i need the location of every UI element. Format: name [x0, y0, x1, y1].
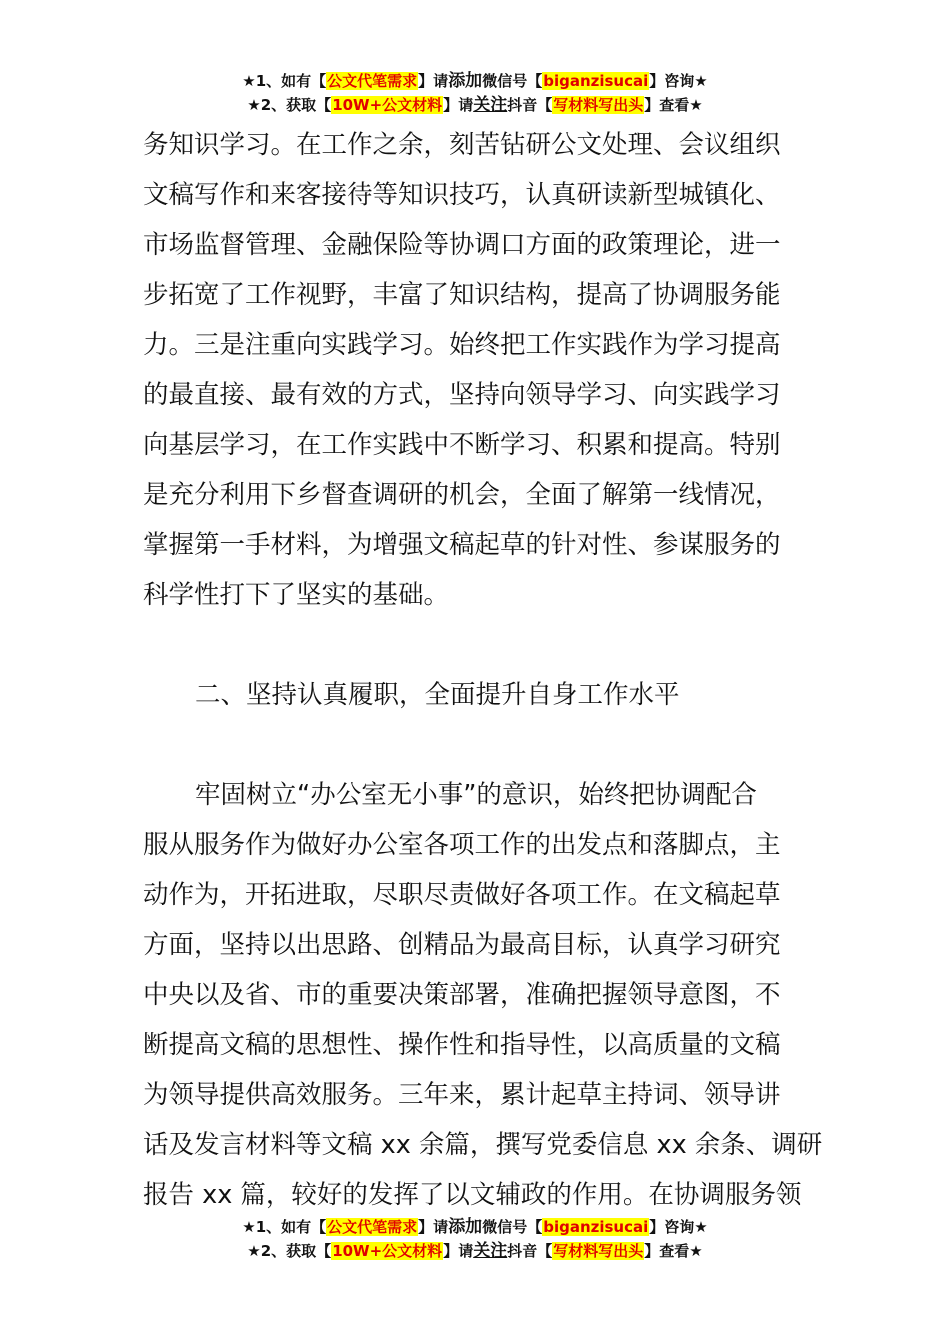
text-line: 文稿写作和来客接待等知识技巧，认真研读新型城镇化、	[143, 180, 781, 210]
paragraph-2	[143, 770, 823, 1220]
banner-line-1	[0, 1215, 950, 1239]
banner-text: ★2、获取【	[247, 1242, 332, 1260]
banner-line-1	[0, 69, 950, 93]
text-line: 为领导提供高效服务。三年来，累计起草主持词、领导讲	[143, 1080, 781, 1110]
highlight-service: 公文代笔需求	[327, 1218, 418, 1236]
banner-text: ★1、如有【	[242, 1218, 327, 1236]
text-line: 牢固树立“办公室无小事”的意识，始终把协调配合	[195, 780, 757, 810]
highlight-materials: 10W+公文材料	[332, 96, 443, 114]
text-line: 市场监督管理、金融保险等协调口方面的政策理论，进一	[143, 230, 781, 260]
header-banner	[0, 69, 950, 117]
banner-text: 】咨询★	[649, 72, 708, 90]
banner-emphasis: 关注	[473, 95, 508, 115]
banner-line-2	[0, 1239, 950, 1263]
banner-text: 】查看★	[644, 96, 703, 114]
text-line: 方面，坚持以出思路、创精品为最高目标，认真学习研究	[143, 930, 781, 960]
highlight-douyin-account: 写材料写出头	[553, 1242, 644, 1260]
banner-text: 】请	[443, 96, 474, 114]
heading-text: 二、坚持认真履职，全面提升自身工作水平	[195, 680, 680, 710]
text-line: 断提高文稿的思想性、操作性和指导性，以高质量的文稿	[143, 1030, 781, 1060]
text-line: 报告 xx 篇，较好的发挥了以文辅政的作用。在协调服务领	[143, 1180, 802, 1210]
banner-text: 微信号【	[482, 72, 543, 90]
text-line: 服从服务作为做好办公室各项工作的出发点和落脚点，主	[143, 830, 781, 860]
paragraph-1	[143, 120, 808, 620]
highlight-wechat-id: biganzisucai	[543, 72, 649, 90]
text-line: 中央以及省、市的重要决策部署，准确把握领导意图，不	[143, 980, 781, 1010]
text-line: 的最直接、最有效的方式，坚持向领导学习、向实践学习	[143, 380, 781, 410]
text-line: 动作为，开拓进取，尽职尽责做好各项工作。在文稿起草	[143, 880, 781, 910]
banner-text: 】请	[418, 72, 449, 90]
banner-emphasis: 关注	[473, 1241, 508, 1261]
paragraph-gap	[143, 620, 808, 670]
section-heading	[143, 670, 808, 720]
highlight-service: 公文代笔需求	[327, 72, 418, 90]
banner-text: 】咨询★	[649, 1218, 708, 1236]
text-line: 科学性打下了坚实的基础。	[143, 580, 450, 610]
document-body	[143, 120, 823, 1220]
banner-text: ★1、如有【	[242, 72, 327, 90]
text-line: 掌握第一手材料，为增强文稿起草的针对性、参谋服务的	[143, 530, 781, 560]
banner-text: 抖音【	[507, 96, 553, 114]
banner-text: 】请	[418, 1218, 449, 1236]
banner-emphasis: 添加	[448, 1217, 483, 1237]
text-line: 是充分利用下乡督查调研的机会，全面了解第一线情况，	[143, 480, 781, 510]
text-line: 务知识学习。在工作之余，刻苦钻研公文处理、会议组织	[143, 130, 781, 160]
banner-text: ★2、获取【	[247, 96, 332, 114]
paragraph-gap	[143, 720, 808, 770]
banner-line-2	[0, 93, 950, 117]
banner-text: 微信号【	[482, 1218, 543, 1236]
banner-text: 】请	[443, 1242, 474, 1260]
highlight-wechat-id: biganzisucai	[543, 1218, 649, 1236]
banner-emphasis: 添加	[448, 71, 483, 91]
text-line: 话及发言材料等文稿 xx 余篇，撰写党委信息 xx 余条、调研	[143, 1130, 823, 1160]
highlight-materials: 10W+公文材料	[332, 1242, 443, 1260]
text-line: 步拓宽了工作视野，丰富了知识结构，提高了协调服务能	[143, 280, 781, 310]
banner-text: 】查看★	[644, 1242, 703, 1260]
text-line: 力。三是注重向实践学习。始终把工作实践作为学习提高	[143, 330, 781, 360]
banner-text: 抖音【	[507, 1242, 553, 1260]
text-line: 向基层学习，在工作实践中不断学习、积累和提高。特别	[143, 430, 781, 460]
footer-banner	[0, 1215, 950, 1263]
highlight-douyin-account: 写材料写出头	[553, 96, 644, 114]
